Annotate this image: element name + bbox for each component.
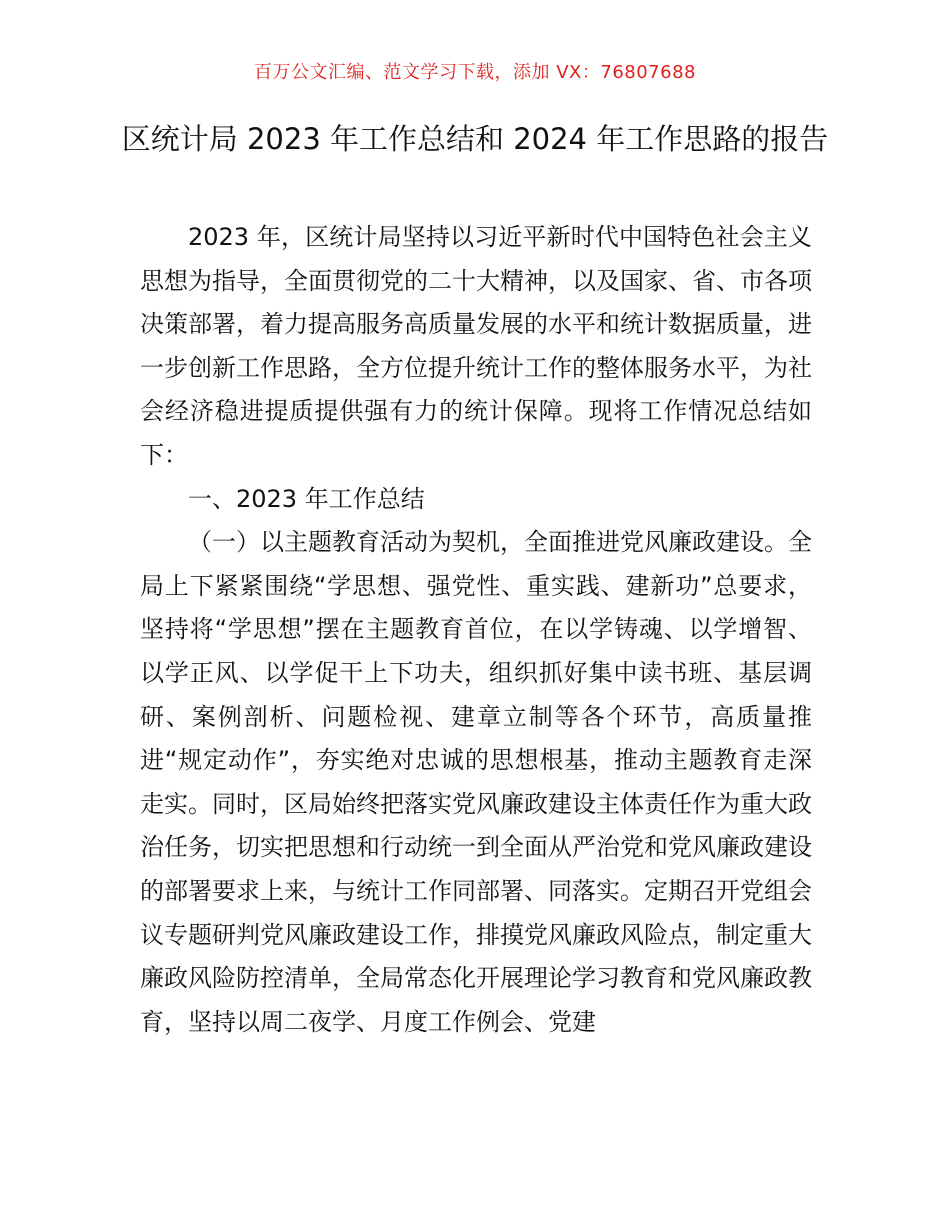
document-body	[140, 216, 812, 1044]
document-title: 区统计局 2023 年工作总结和 2024 年工作思路的报告	[121, 122, 829, 156]
intro-paragraph: 2023 年，区统计局坚持以习近平新时代中国特色社会主义思想为指导，全面贯彻党的二十大精神，以及国家、省、市各项决策部署，着力提高服务高质量发展的水平和统计数据质量，进一步创新工作思路，全方位提升统计工作的整体服务水平，为社会经济稳进提质提供强有力的统计保障。现将工作情况总结如下：	[140, 223, 812, 469]
header-notice: 百万公文汇编、范文学习下载，添加 VX：76807688	[254, 62, 696, 83]
section-heading-1: 一、2023 年工作总结	[188, 484, 425, 513]
section-paragraph-1: （一）以主题教育活动为契机，全面推进党风廉政建设。全局上下紧紧围绕“学思想、强党性、重实践、建新功”总要求，坚持将“学思想”摆在主题教育首位，在以学铸魂、以学增智、以学正风、以学促干上下功夫，组织抓好集中读书班、基层调研、案例剖析、问题检视、建章立制等各个环节，高质量推进“规定动作”，夯实绝对忠诚的思想根基，推动主题教育走深走实。同时，区局始终把落实党风廉政建设主体责任作为重大政治任务，切实把思想和行动统一到全面从严治党和党风廉政建设的部署要求上来，与统计工作同部署、同落实。定期召开党组会议专题研判党风廉政建设工作，排摸党风廉政风险点，制定重大廉政风险防控清单，全局常态化开展理论学习教育和党风廉政教育，坚持以周二夜学、月度工作例会、党建	[140, 528, 812, 1036]
